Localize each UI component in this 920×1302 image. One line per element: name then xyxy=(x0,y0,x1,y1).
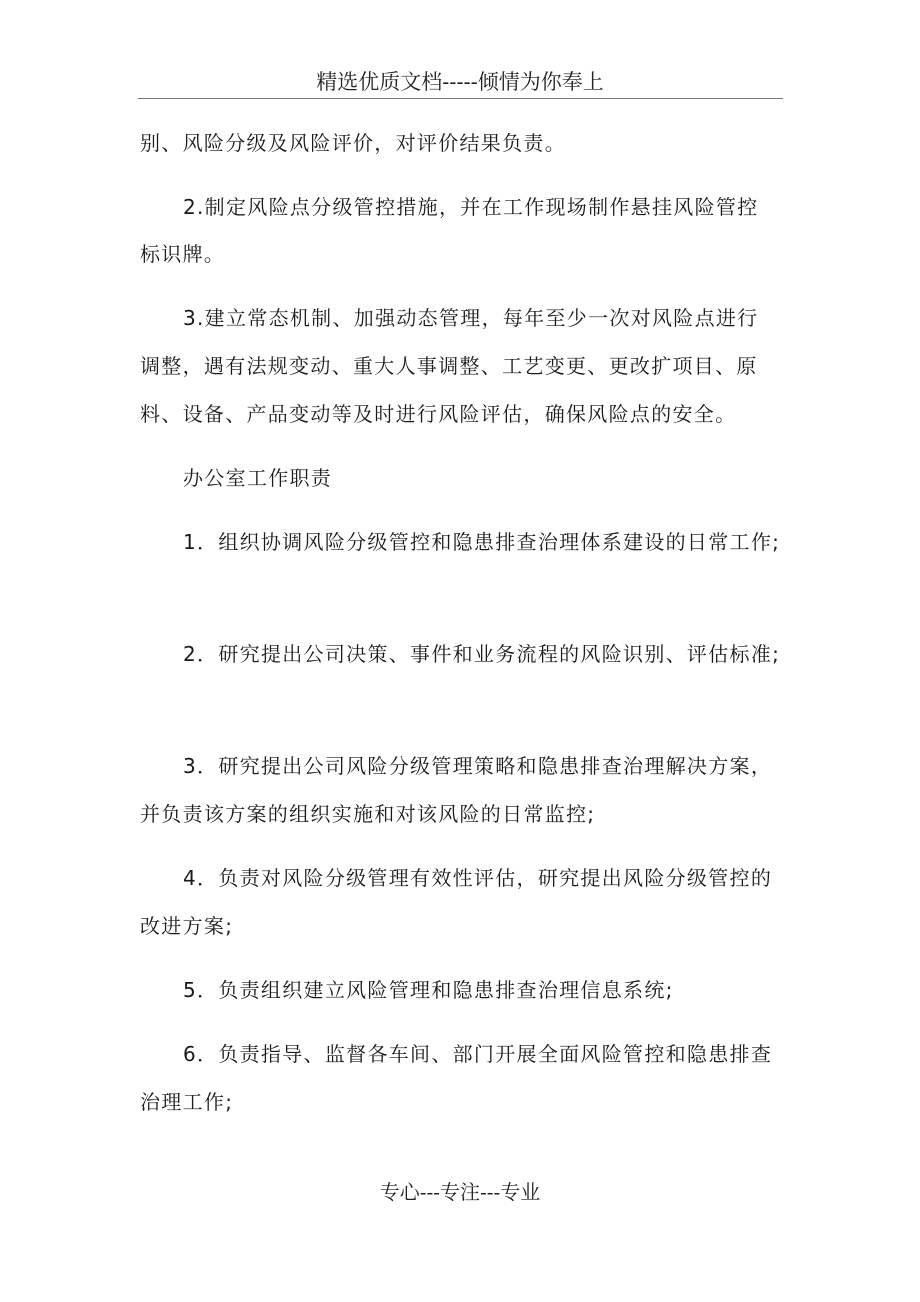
page-footer: 专心---专注---专业 xyxy=(379,1180,541,1204)
item-3-line-1: 3.建立常态机制、加强动态管理，每年至少一次对风险点进行 xyxy=(183,306,759,330)
office-duty-4-line-2: 改进方案; xyxy=(140,914,234,938)
office-duty-6-line-1: 6．负责指导、监督各车间、部门开展全面风险管控和隐患排查 xyxy=(183,1042,773,1066)
office-duty-1: 1．组织协调风险分级管控和隐患排查治理体系建设的日常工作; xyxy=(183,530,781,554)
paragraph-continuation: 别、风险分级及风险评价，对评价结果负责。 xyxy=(140,131,566,155)
item-2-line-1: 2.制定风险点分级管控措施，并在工作现场制作悬挂风险管控 xyxy=(183,195,759,219)
item-3-line-2: 调整，遇有法规变动、重大人事调整、工艺变更、更改扩项目、原 xyxy=(140,354,758,378)
office-duty-2: 2．研究提出公司决策、事件和业务流程的风险识别、评估标准; xyxy=(183,642,781,666)
office-duty-6-line-2: 治理工作; xyxy=(140,1090,234,1114)
office-duty-5: 5．负责组织建立风险管理和隐患排查治理信息系统; xyxy=(183,978,674,1002)
item-2-line-2: 标识牌。 xyxy=(140,242,226,266)
office-duty-3-line-2: 并负责该方案的组织实施和对该风险的日常监控; xyxy=(140,802,596,826)
office-duty-4-line-1: 4．负责对风险分级管理有效性评估，研究提出风险分级管控的 xyxy=(183,866,773,890)
section-heading: 办公室工作职责 xyxy=(183,466,333,490)
page-header-title: 精选优质文档-----倾情为你奉上 xyxy=(316,70,604,94)
item-3-line-3: 料、设备、产品变动等及时进行风险评估，确保风险点的安全。 xyxy=(140,402,737,426)
office-duty-3-line-1: 3．研究提出公司风险分级管理策略和隐患排查治理解决方案， xyxy=(183,754,773,778)
header-divider xyxy=(138,98,783,99)
